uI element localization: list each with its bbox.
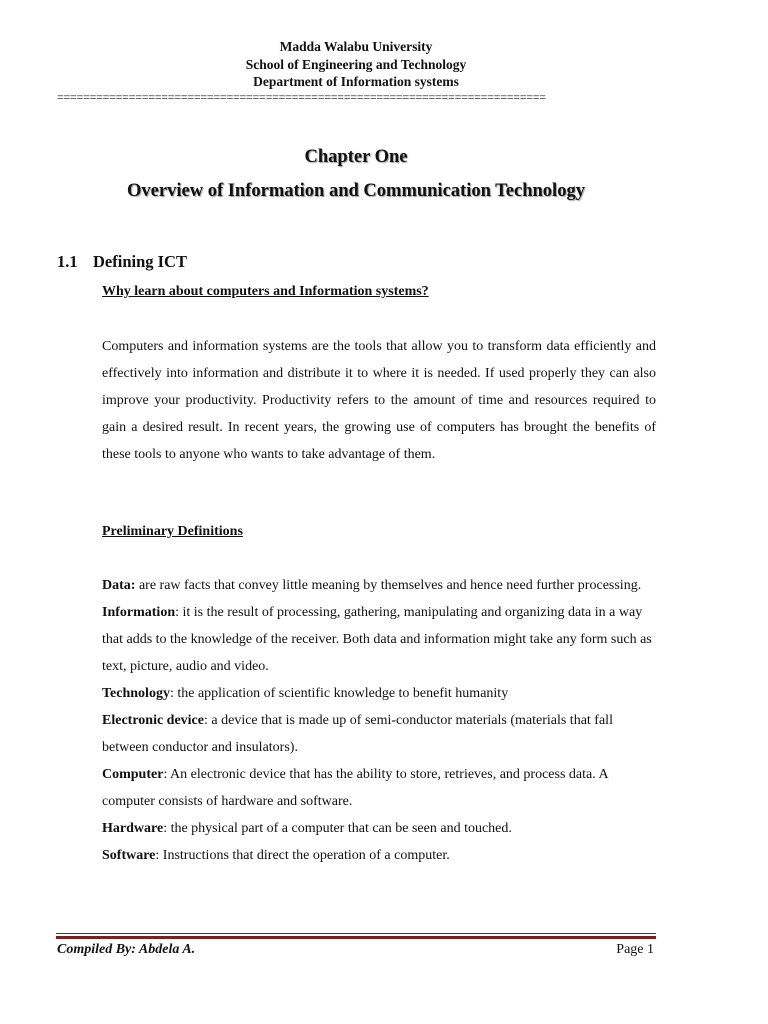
preliminary-definitions-heading: Preliminary Definitions — [102, 524, 243, 539]
definition-item — [102, 680, 662, 707]
school-name: School of Engineering and Technology — [245, 56, 467, 72]
section-title: Defining ICT — [93, 252, 187, 271]
header-separator: =========================================================================== — [57, 90, 546, 104]
footer-compiled-by: Compiled By: Abdela A. — [57, 942, 196, 957]
definition-text: : a device that is made up of semi-conductor materials (materials that fall between conductor and insulators). — [102, 713, 613, 755]
definition-text: : the application of scientific knowledge to benefit humanity — [169, 686, 509, 701]
definitions-list — [102, 572, 662, 869]
university-name: Madda Walabu University — [279, 39, 433, 54]
definition-term: Technology — [102, 686, 170, 701]
definition-text: : An electronic device that has the ability to store, retrieves, and process data. A computer consists of hardware and software. — [102, 767, 608, 809]
definition-term: Data: — [102, 578, 136, 593]
definition-term: Computer — [102, 767, 164, 782]
document-header — [56, 38, 656, 91]
definition-text: : Instructions that direct the operation of a computer. — [155, 848, 450, 863]
definition-text: : it is the result of processing, gathering, manipulating and organizing data in a way that adds to the knowledge of the receiver. Both data and information might take any form such as text, picture, audio and video. — [102, 605, 652, 674]
department-name: Department of Information systems — [253, 74, 459, 89]
chapter-subtitle: Overview of Information and Communication Technology — [127, 181, 585, 201]
definition-term: Hardware — [102, 821, 164, 836]
footer-page-number: Page 1 — [616, 942, 654, 957]
footer-divider-thin — [56, 933, 656, 934]
chapter-title: Chapter One — [304, 147, 408, 167]
why-learn-heading: Why learn about computers and Information systems? — [102, 284, 429, 299]
definition-item — [102, 599, 662, 680]
definition-text: : the physical part of a computer that can be seen and touched. — [163, 821, 512, 836]
definition-term: Electronic device — [102, 713, 204, 728]
definition-item — [102, 761, 662, 815]
intro-paragraph: Computers and information systems are the tools that allow you to transform data efficiently and effectively into information and distribute it to where it is needed. If used properly they can also improve your productivity. Productivity refers to the amount of time and resources required to gain a desired result. In recent years, the growing use of computers has brought the benefits of these tools to anyone who wants to take advantage of them. — [102, 339, 656, 462]
definition-term: Software — [102, 848, 156, 863]
definition-item — [102, 572, 662, 599]
definition-item — [102, 842, 662, 869]
footer-divider-thick — [56, 936, 656, 939]
definition-term: Information — [102, 605, 176, 620]
definition-item — [102, 707, 662, 761]
section-number: 1.1 — [57, 252, 78, 271]
section-heading — [57, 252, 187, 272]
definition-item — [102, 815, 662, 842]
definition-text: are raw facts that convey little meaning by themselves and hence need further processing. — [135, 578, 642, 593]
